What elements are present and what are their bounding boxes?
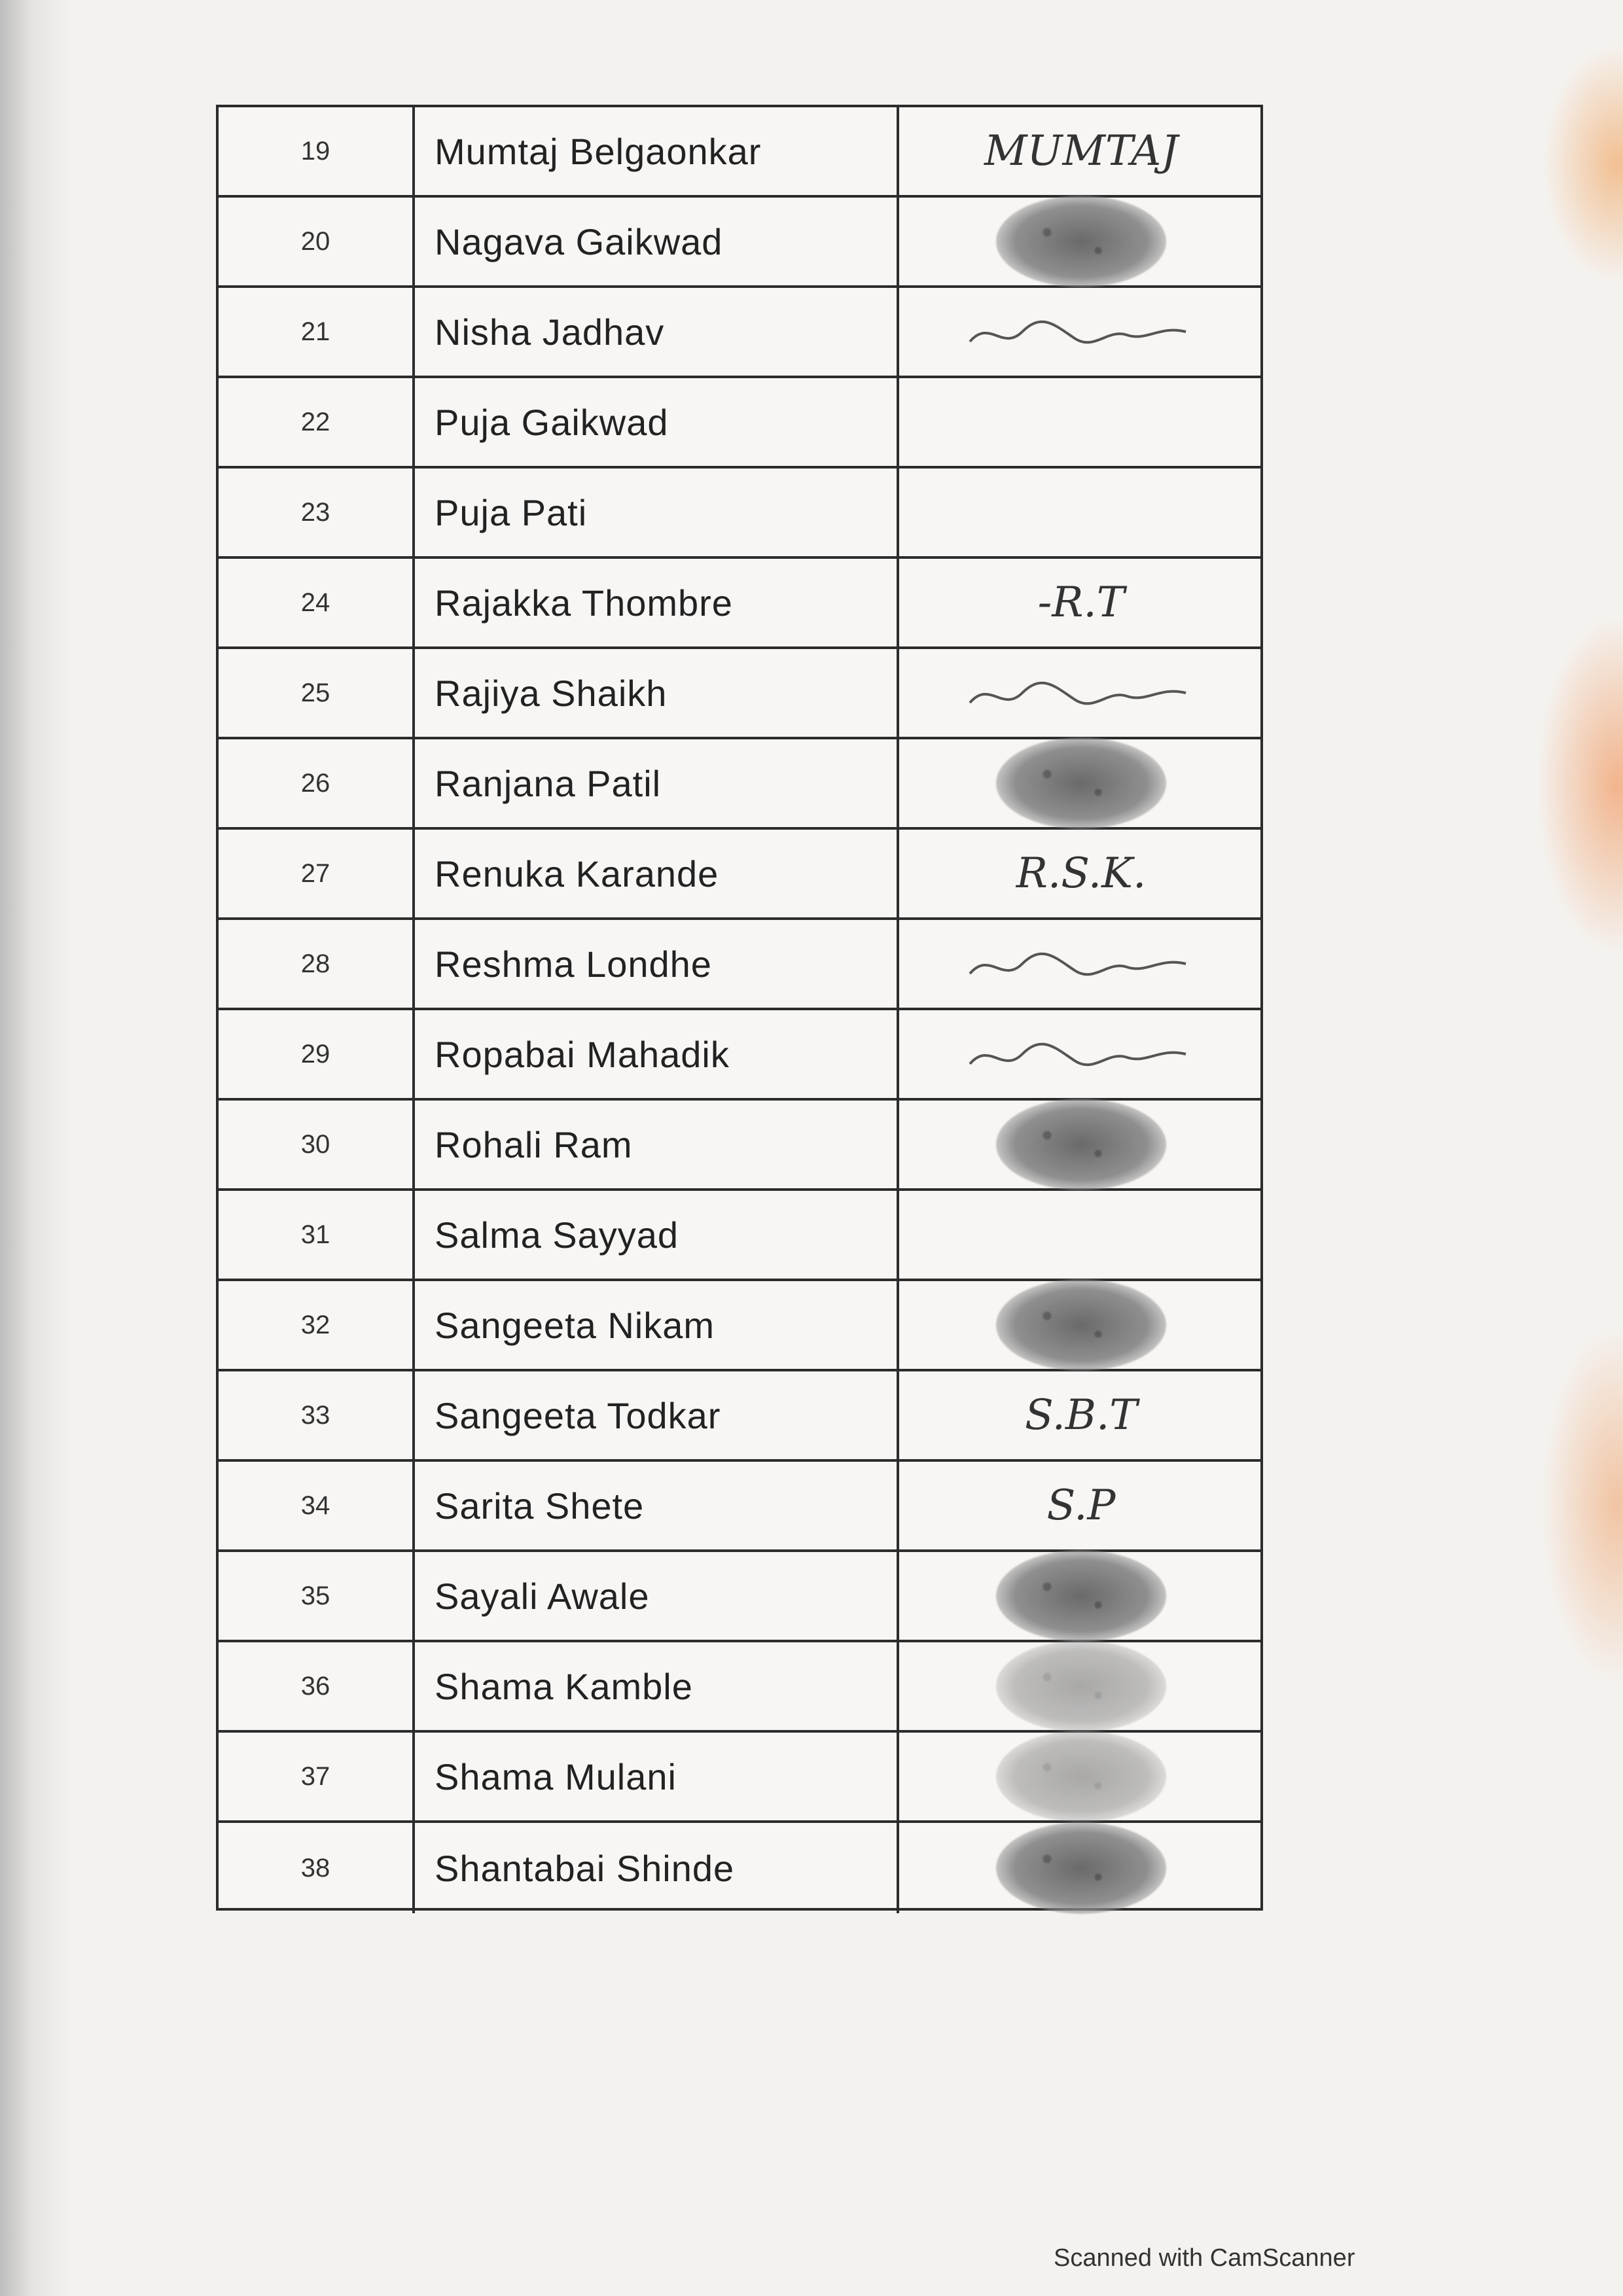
table-row	[219, 1371, 1260, 1462]
table-row	[219, 468, 1260, 559]
thumbprint-icon	[996, 1822, 1166, 1914]
serial-number: 34	[219, 1462, 415, 1549]
signature-cell	[899, 1191, 1263, 1279]
serial-number: 36	[219, 1642, 415, 1730]
table-row	[219, 378, 1260, 468]
table-row	[219, 107, 1260, 198]
member-name: Shama Mulani	[415, 1733, 899, 1820]
serial-number: 27	[219, 830, 415, 917]
table-row	[219, 1191, 1260, 1281]
serial-number: 31	[219, 1191, 415, 1279]
member-name: Renuka Karande	[415, 830, 899, 917]
member-name: Puja Gaikwad	[415, 378, 899, 466]
serial-number: 26	[219, 739, 415, 827]
signature-cell	[899, 920, 1263, 1008]
member-name: Ropabai Mahadik	[415, 1010, 899, 1098]
serial-number: 20	[219, 198, 415, 285]
paper-edge-shadow	[0, 0, 72, 2296]
attendance-table	[216, 105, 1263, 1911]
serial-number: 30	[219, 1101, 415, 1188]
member-name: Rajiya Shaikh	[415, 649, 899, 737]
member-name: Nagava Gaikwad	[415, 198, 899, 285]
serial-number: 19	[219, 107, 415, 195]
thumbprint-icon	[996, 1640, 1166, 1732]
signature-cell	[899, 1371, 1263, 1459]
signature-scribble-icon	[963, 938, 1199, 990]
member-name: Nisha Jadhav	[415, 288, 899, 376]
serial-number: 22	[219, 378, 415, 466]
serial-number: 33	[219, 1371, 415, 1459]
table-row	[219, 198, 1260, 288]
member-name: Shama Kamble	[415, 1642, 899, 1730]
member-name: Sangeeta Todkar	[415, 1371, 899, 1459]
signature-cell	[899, 830, 1263, 917]
signature-cell	[899, 198, 1263, 285]
signature-cell	[899, 107, 1263, 195]
signature-scribble-icon	[963, 306, 1199, 358]
signature-cell	[899, 1010, 1263, 1098]
table-row	[219, 1642, 1260, 1733]
thumbprint-icon	[996, 1731, 1166, 1822]
signature-cell	[899, 1281, 1263, 1369]
thumbprint-icon	[996, 196, 1166, 287]
member-name: Sarita Shete	[415, 1462, 899, 1549]
signature-cell	[899, 288, 1263, 376]
signature-cell	[899, 649, 1263, 737]
serial-number: 38	[219, 1823, 415, 1913]
thumbprint-icon	[996, 737, 1166, 829]
handwritten-signature: S.P	[1046, 1481, 1116, 1530]
handwritten-signature: -R.T	[1037, 578, 1125, 627]
thumbprint-icon	[996, 1550, 1166, 1642]
table-row	[219, 1101, 1260, 1191]
signature-cell	[899, 1462, 1263, 1549]
member-name: Rohali Ram	[415, 1101, 899, 1188]
serial-number: 32	[219, 1281, 415, 1369]
handwritten-signature: S.B.T	[1025, 1391, 1137, 1439]
signature-cell	[899, 1733, 1263, 1820]
table-row	[219, 649, 1260, 739]
signature-cell	[899, 378, 1263, 466]
table-row	[219, 1823, 1260, 1913]
scanner-watermark: Scanned with CamScanner	[1054, 2244, 1355, 2272]
signature-cell	[899, 1823, 1263, 1913]
table-row	[219, 1733, 1260, 1823]
member-name: Ranjana Patil	[415, 739, 899, 827]
member-name: Reshma Londhe	[415, 920, 899, 1008]
signature-cell	[899, 468, 1263, 556]
serial-number: 28	[219, 920, 415, 1008]
signature-scribble-icon	[963, 1028, 1199, 1080]
serial-number: 21	[219, 288, 415, 376]
signature-scribble-icon	[963, 667, 1199, 719]
table-row	[219, 1010, 1260, 1101]
handwritten-signature: R.S.K.	[1016, 849, 1147, 898]
member-name: Sangeeta Nikam	[415, 1281, 899, 1369]
serial-number: 25	[219, 649, 415, 737]
table-row	[219, 920, 1260, 1010]
table-row	[219, 559, 1260, 649]
member-name: Salma Sayyad	[415, 1191, 899, 1279]
serial-number: 29	[219, 1010, 415, 1098]
table-row	[219, 739, 1260, 830]
thumbprint-icon	[996, 1099, 1166, 1190]
table-row	[219, 830, 1260, 920]
signature-cell	[899, 1101, 1263, 1188]
serial-number: 37	[219, 1733, 415, 1820]
table-row	[219, 288, 1260, 378]
serial-number: 24	[219, 559, 415, 646]
signature-cell	[899, 739, 1263, 827]
signature-cell	[899, 1552, 1263, 1640]
serial-number: 35	[219, 1552, 415, 1640]
signature-cell	[899, 559, 1263, 646]
serial-number: 23	[219, 468, 415, 556]
member-name: Puja Pati	[415, 468, 899, 556]
table-row	[219, 1552, 1260, 1642]
signature-cell	[899, 1642, 1263, 1730]
table-row	[219, 1281, 1260, 1371]
member-name: Shantabai Shinde	[415, 1823, 899, 1913]
member-name: Rajakka Thombre	[415, 559, 899, 646]
handwritten-signature: MUMTAJ	[984, 127, 1179, 175]
paper-stain	[1400, 0, 1623, 2296]
table-row	[219, 1462, 1260, 1552]
thumbprint-icon	[996, 1279, 1166, 1371]
member-name: Mumtaj Belgaonkar	[415, 107, 899, 195]
member-name: Sayali Awale	[415, 1552, 899, 1640]
